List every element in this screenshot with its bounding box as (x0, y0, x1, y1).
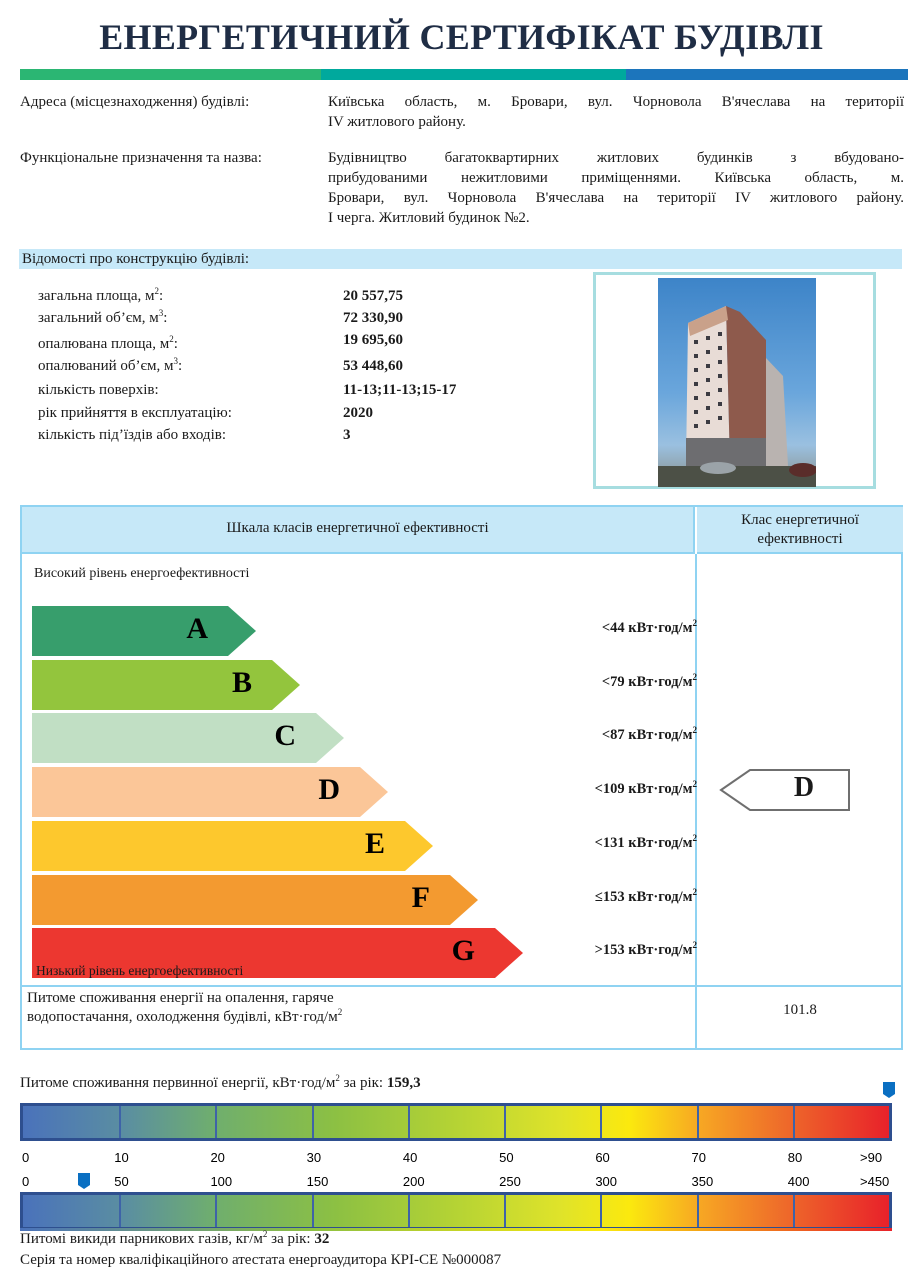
ghg-tick-label: 100 (210, 1174, 233, 1189)
energy-class-letter: D (318, 773, 340, 807)
spec-row (38, 382, 578, 404)
construction-heading: Відомості про конструкцію будівлі: (19, 249, 902, 269)
current-class-marker (719, 768, 852, 812)
primary-energy-tick-label: 20 (210, 1150, 225, 1165)
spec-label: кількість під’їздів або входів: (38, 427, 226, 443)
energy-class-threshold: <87 $кВт\cdot год/м^2$ (601, 725, 697, 744)
primary-energy-divider (600, 1106, 602, 1138)
primary-energy-divider (793, 1106, 795, 1138)
specific-consumption-value: 101.8 (783, 1002, 817, 1018)
purpose-line: І черга. Житловий будинок №2. (328, 210, 530, 226)
class-heading-line: Клас енергетичної (741, 512, 859, 528)
spec-value: 19 695,60 (343, 332, 403, 348)
energy-class-threshold: >153 $кВт\cdot год/м^2$ (594, 940, 697, 959)
ghg-tick-label: 0 (22, 1174, 30, 1189)
energy-class-arrow-c (32, 713, 344, 763)
primary-energy-marker-icon (883, 1082, 895, 1098)
primary-energy-tick-label: 70 (691, 1150, 707, 1165)
ghg-tick-label: >450 (860, 1174, 890, 1189)
purpose-line: Будівництво багатоквартирних житлових будинків з вбудовано- (328, 150, 904, 166)
building-photo-frame (593, 272, 876, 489)
spec-value: 11-13;11-13;15-17 (343, 382, 457, 398)
ghg-tick-label: 350 (691, 1174, 714, 1189)
ghg-label: Питомі викиди парникових газів, $кг/м^2$ за рік: 32 (20, 1229, 330, 1247)
primary-energy-divider (504, 1106, 506, 1138)
ghg-tick-label: 150 (306, 1174, 329, 1189)
class-heading-line: ефективності (757, 531, 843, 547)
primary-energy-tick-label: 40 (402, 1150, 418, 1165)
spec-row (38, 288, 578, 310)
purpose-line: прибудованими нежитловими приміщеннями. Київська область, м. (328, 170, 904, 186)
ghg-tick-label: 300 (595, 1174, 618, 1189)
address-line: Київська область, м. Бровари, вул. Чорновола В'ячеслава на території (328, 94, 904, 110)
spec-label: опалюваний об’єм, $м^3$: (38, 356, 183, 374)
spec-label: загальний об’єм, $м^3$: (38, 308, 168, 326)
primary-energy-divider (215, 1106, 217, 1138)
building-illustration (658, 278, 816, 487)
energy-class-letter: F (411, 880, 430, 914)
energy-class-table (20, 505, 903, 1050)
ghg-divider (793, 1195, 795, 1227)
ghg-divider (697, 1195, 699, 1227)
title-stripe-teal (321, 69, 626, 80)
ghg-tick-label: 250 (499, 1174, 521, 1189)
scale-heading: Шкала класів енергетичної ефективності (22, 507, 695, 554)
ghg-scale-bar (20, 1192, 892, 1230)
spec-label: опалювана площа, $м^2$: (38, 334, 178, 352)
primary-energy-tick-label: 50 (499, 1150, 514, 1165)
ghg-value: 32 (314, 1231, 330, 1247)
building-photo (658, 278, 816, 487)
ghg-divider (119, 1195, 121, 1227)
spec-value: 2020 (343, 405, 373, 421)
primary-energy-scale-bar (20, 1103, 892, 1141)
address-value (328, 92, 904, 132)
purpose-value (328, 148, 904, 228)
primary-energy-divider (312, 1106, 314, 1138)
spec-row (38, 405, 578, 427)
spec-label: загальна площа, $м^2$: (38, 286, 164, 304)
ghg-divider (408, 1195, 410, 1227)
spec-label: кількість поверхів: (38, 382, 159, 398)
primary-energy-tick-label: 10 (114, 1150, 129, 1165)
energy-class-threshold: ≤153 $кВт\cdot год/м^2$ (594, 886, 697, 905)
certificate-title: ЕНЕРГЕТИЧНИЙ СЕРТИФІКАТ БУДІВЛІ (99, 17, 824, 57)
primary-energy-value: 159,3 (386, 1075, 421, 1091)
energy-class-threshold: <79 $кВт\cdot год/м^2$ (601, 671, 697, 690)
ghg-tick-label: 400 (787, 1174, 810, 1189)
primary-energy-divider (697, 1106, 699, 1138)
auditor-certificate: Серія та номер кваліфікаційного атестата енергоаудитора КРІ-СЕ №000087 (20, 1252, 502, 1268)
purpose-label: Функціональне призначення та назва: (20, 150, 262, 166)
primary-energy-tick-label: 60 (595, 1150, 610, 1165)
class-heading (697, 507, 903, 554)
ghg-divider (312, 1195, 314, 1227)
specific-consumption-label: Питоме споживання енергії на опалення, гаряче водопостачання, охолодження будівлі, $кВт\cdot год/м^2$ (27, 990, 343, 1025)
spec-row (38, 358, 578, 380)
primary-energy-label: Питоме споживання первинної енергії, $кВт\cdot год/м^2$ за рік: 159,3 (20, 1073, 421, 1091)
ghg-divider (215, 1195, 217, 1227)
address-line: IV житлового району. (328, 114, 466, 130)
spec-row (38, 332, 578, 354)
energy-class-letter: G (451, 934, 475, 968)
spec-row (38, 427, 578, 449)
ghg-tick-label: 50 (114, 1174, 129, 1189)
primary-energy-tick-label: 80 (787, 1150, 803, 1165)
spec-value: 72 330,90 (343, 310, 403, 326)
title-stripe-blue (626, 69, 908, 80)
table-divider (22, 985, 901, 987)
ghg-divider (600, 1195, 602, 1227)
spec-value: 3 (343, 427, 351, 443)
energy-class-threshold: <109 $кВт\cdot год/м^2$ (594, 779, 697, 798)
address-row (20, 92, 904, 136)
spec-label: рік прийняття в експлуатацію: (38, 405, 232, 421)
energy-class-arrow-b (32, 660, 300, 710)
primary-energy-tick-label: >90 (860, 1150, 883, 1165)
purpose-line: Бровари, вул. Чорновола В'ячеслава на території IV житлового району. (328, 190, 904, 206)
energy-class-threshold: <44 $кВт\cdot год/м^2$ (601, 618, 697, 636)
current-class-letter: D (793, 772, 815, 803)
spec-row (38, 310, 578, 332)
high-efficiency-label: Високий рівень енергоефективності (34, 566, 250, 581)
ghg-tick-label: 200 (402, 1174, 425, 1189)
energy-class-letter: B (231, 665, 252, 699)
energy-class-letter: E (364, 826, 385, 860)
spec-value: 20 557,75 (343, 288, 403, 304)
energy-class-letter: A (186, 612, 208, 645)
primary-energy-tick-label: 30 (306, 1150, 322, 1165)
address-label: Адреса (місцезнаходження) будівлі: (20, 94, 250, 110)
energy-class-arrow-a (32, 606, 256, 656)
title-stripe-green (20, 69, 321, 80)
ghg-divider (504, 1195, 506, 1227)
energy-class-threshold: <131 $кВт\cdot год/м^2$ (594, 832, 697, 851)
low-efficiency-label: Низький рівень енергоефективності (36, 963, 244, 978)
primary-energy-divider (119, 1106, 121, 1138)
energy-class-letter: C (274, 719, 296, 753)
primary-energy-tick-label: 0 (22, 1150, 30, 1165)
purpose-row (20, 148, 904, 232)
primary-energy-divider (408, 1106, 410, 1138)
ghg-marker-icon (78, 1173, 90, 1189)
spec-value: 53 448,60 (343, 358, 403, 374)
